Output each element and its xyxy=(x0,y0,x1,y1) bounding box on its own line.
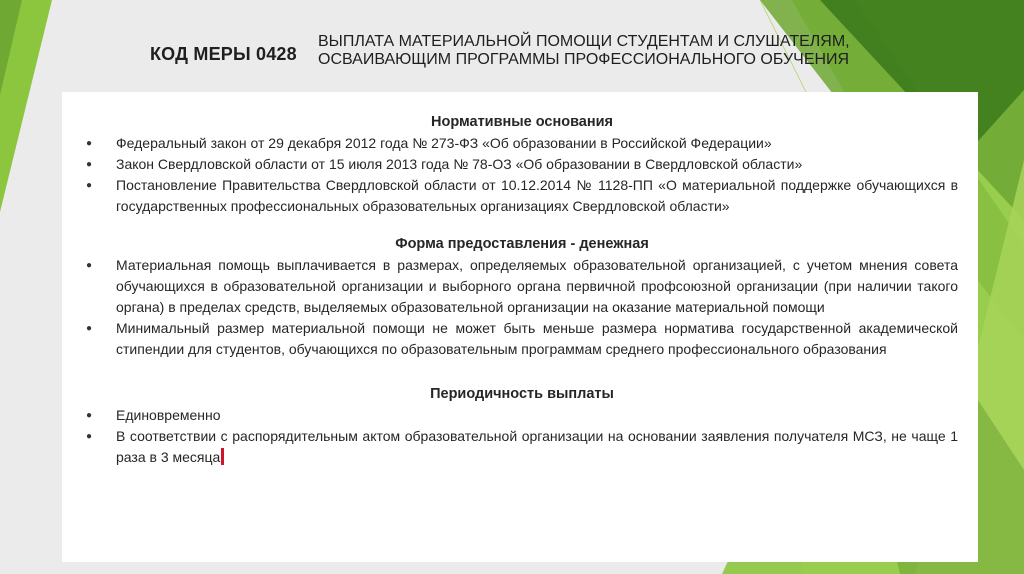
list-item: ● Единовременно xyxy=(86,405,958,426)
page-title: ВЫПЛАТА МАТЕРИАЛЬНОЙ ПОМОЩИ СТУДЕНТАМ И СЛУШАТЕЛЯМ, ОСВАИВАЮЩИМ ПРОГРАММЫ ПРОФЕССИОНАЛЬНОГО ОБУЧЕНИЯ xyxy=(318,33,850,68)
normative-heading: Нормативные основания xyxy=(430,114,614,130)
bullet-icon: ● xyxy=(86,138,93,149)
measure-code: КОД МЕРЫ 0428 xyxy=(150,44,297,64)
list-item: ● Федеральный закон от 29 декабря 2012 года № 273-ФЗ «Об образовании в Российской Федерации» xyxy=(86,133,958,154)
bullet-icon: ● xyxy=(86,410,93,421)
list-item: ● Постановление Правительства Свердловской области от 10.12.2014 № 1128-ПП «О материальной поддержке обучающихся в государственных профессиональных образовательных организациях Свердловской области» xyxy=(86,177,958,214)
form-list xyxy=(86,255,958,360)
bullet-icon: ● xyxy=(86,159,93,170)
bullet-icon: ● xyxy=(86,323,93,334)
list-item: ● Минимальный размер материальной помощи не может быть меньше размера норматива государственной академической стипендии для студентов, обучающихся по образовательным программам среднего профессионального образования xyxy=(86,320,958,357)
normative-list xyxy=(86,133,958,217)
list-item: ● Закон Свердловской области от 15 июля 2013 года № 78-ОЗ «Об образовании в Свердловской области» xyxy=(86,154,958,175)
bullet-icon: ● xyxy=(86,180,93,191)
periodicity-heading: Периодичность выплаты xyxy=(430,386,614,402)
text-cursor xyxy=(221,448,224,465)
periodicity-list xyxy=(86,405,958,468)
bullet-icon: ● xyxy=(86,431,93,442)
bullet-icon: ● xyxy=(86,260,93,271)
list-item: ● Материальная помощь выплачивается в размерах, определяемых образовательной организацией, с учетом мнения совета обучающихся в образовательной организации и выборного органа первичной профсоюзной организации (при наличии такого органа) в пределах средств, выделяемых образовательной организации на оказание материальной помощи xyxy=(86,257,958,315)
form-heading: Форма предоставления - денежная xyxy=(395,236,649,252)
list-item: ● В соответствии с распорядительным актом образовательной организации на основании заявления получателя МСЗ, не чаще 1 раза в 3 месяца xyxy=(86,428,958,465)
document-body xyxy=(86,112,958,468)
